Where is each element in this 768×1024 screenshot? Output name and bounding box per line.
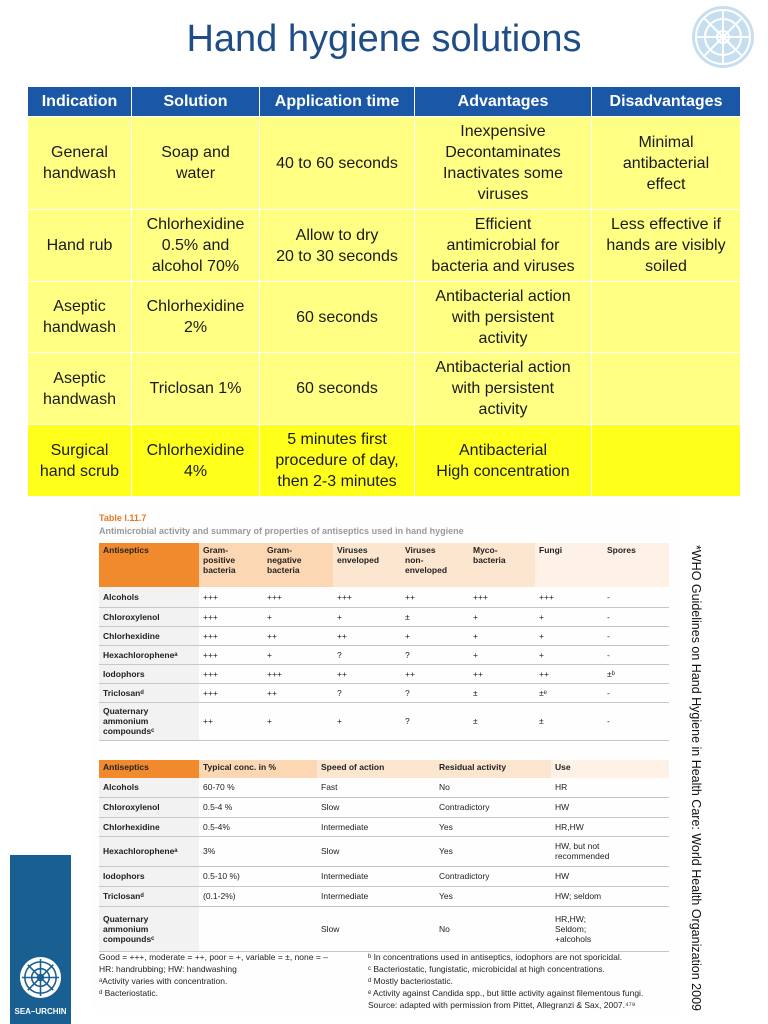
antiseptic-name: Alcohols (99, 778, 199, 797)
cell: Yes (435, 886, 551, 906)
cell: Aseptic handwash (28, 282, 132, 353)
cell: ? (401, 702, 469, 740)
header-cell: Viruses enveloped (333, 543, 401, 587)
cell: ± (469, 702, 535, 740)
cell: Antibacterial action with persistent activity (415, 282, 592, 353)
cell: 0.5-10 %) (199, 866, 317, 886)
header-solution: Solution (132, 87, 260, 117)
cell (592, 425, 741, 497)
header-cell: Fungi (535, 543, 603, 587)
hand-hygiene-table (27, 86, 741, 497)
header-advantages: Advantages (415, 87, 592, 117)
cell: 60 seconds (260, 282, 415, 353)
antiseptic-name: Chlorhexidine (99, 626, 199, 645)
vertical-source-note: *WHO Guidelines on Hand Hygiene in Health Care: World Health Organization 2009 (689, 545, 703, 1011)
sea-urchin-icon (690, 4, 756, 70)
cell: - (603, 645, 669, 664)
cell: HR,HW; Seldom; +alcohols (551, 906, 669, 951)
footnote: ᵈ Bacteriostatic. (99, 988, 158, 998)
cell: Efficient antimicrobial for bacteria and viruses (415, 210, 592, 282)
cell: - (603, 702, 669, 740)
antiseptic-name: Hexachloropheneᵃ (99, 645, 199, 664)
footnote: ᶜ Bacteriostatic, fungistatic, microbicidal at high concentrations. (368, 964, 605, 974)
cell: ++ (263, 683, 333, 702)
footnote: ᵃActivity varies with concentration. (99, 976, 228, 986)
header-cell: Residual activity (435, 760, 551, 778)
sea-urchin-logo (10, 855, 71, 1024)
cell: Slow (317, 836, 435, 866)
antiseptics-figure (91, 503, 679, 1013)
figure-caption: Antimicrobial activity and summary of properties of antiseptics used in hand hygiene (99, 526, 464, 536)
cell: Antibacterial High concentration (415, 425, 592, 497)
cell: Less effective if hands are visibly soiled (592, 210, 741, 282)
cell: + (401, 626, 469, 645)
table-row (99, 836, 669, 866)
antiseptic-name: Chloroxylenol (99, 797, 199, 817)
table-row (28, 353, 741, 425)
footnote: Source: adapted with permission from Pittet, Allegranzi & Sax, 2007.⁴⁷⁹ (368, 1000, 636, 1010)
cell: 60-70 % (199, 778, 317, 797)
table-row (28, 117, 741, 210)
cell: + (263, 702, 333, 740)
header-cell: Use (551, 760, 669, 778)
header-cell: Gram- positive bacteria (199, 543, 263, 587)
cell: ? (333, 645, 401, 664)
cell: + (333, 607, 401, 626)
sea-urchin-icon (18, 955, 63, 1000)
antiseptic-name: Chloroxylenol (99, 607, 199, 626)
page-title: Hand hygiene solutions (186, 18, 582, 60)
table-row (99, 778, 669, 797)
header-cell: Myco- bacteria (469, 543, 535, 587)
cell: +++ (333, 587, 401, 607)
cell: (0.1-2%) (199, 886, 317, 906)
cell: - (603, 683, 669, 702)
header-cell: Antiseptics (99, 760, 199, 778)
header-indication: Indication (28, 87, 132, 117)
cell: ++ (199, 702, 263, 740)
cell: ++ (263, 626, 333, 645)
header-cell: Spores (603, 543, 669, 587)
cell: Triclosan 1% (132, 353, 260, 425)
table-header-row (28, 87, 741, 117)
cell: - (603, 607, 669, 626)
cell: Contradictory (435, 866, 551, 886)
cell: + (469, 626, 535, 645)
table-row (99, 626, 669, 645)
antiseptic-name: Hexachloropheneᵃ (99, 836, 199, 866)
cell: Intermediate (317, 817, 435, 836)
table-row (99, 664, 669, 683)
table-row (99, 866, 669, 886)
cell (199, 906, 317, 951)
cell: + (469, 645, 535, 664)
table-row (99, 817, 669, 836)
cell: +++ (263, 587, 333, 607)
table-row (28, 210, 741, 282)
header-cell: Typical conc. in % (199, 760, 317, 778)
cell: ±ᵉ (535, 683, 603, 702)
cell: Soap and water (132, 117, 260, 210)
cell: Yes (435, 836, 551, 866)
cell: ? (401, 683, 469, 702)
cell: Chlorhexidine 4% (132, 425, 260, 497)
properties-table (99, 760, 669, 952)
activity-table (99, 543, 669, 741)
cell: - (603, 587, 669, 607)
header-cell: Gram- negative bacteria (263, 543, 333, 587)
cell: ++ (401, 664, 469, 683)
antiseptic-name: Quaternary ammonium compoundsᶜ (99, 702, 199, 740)
cell: 60 seconds (260, 353, 415, 425)
cell: + (535, 645, 603, 664)
cell: 0.5-4 % (199, 797, 317, 817)
cell: + (333, 702, 401, 740)
cell: 3% (199, 836, 317, 866)
table-row (28, 282, 741, 353)
cell: + (263, 645, 333, 664)
table-row (99, 645, 669, 664)
cell: + (535, 626, 603, 645)
cell: No (435, 778, 551, 797)
cell: General handwash (28, 117, 132, 210)
table-row (28, 425, 741, 497)
cell: Inexpensive Decontaminates Inactivates some viruses (415, 117, 592, 210)
cell: Slow (317, 797, 435, 817)
activity-header-row (99, 543, 669, 587)
table-row (99, 607, 669, 626)
cell: + (535, 607, 603, 626)
cell: Minimal antibacterial effect (592, 117, 741, 210)
cell: ? (401, 645, 469, 664)
footnote: ᵇ In concentrations used in antiseptics, iodophors are not sporicidal. (368, 952, 623, 962)
cell: Aseptic handwash (28, 353, 132, 425)
table-row (99, 906, 669, 951)
header-application-time: Application time (260, 87, 415, 117)
cell: No (435, 906, 551, 951)
vertical-source-note-wrap (685, 545, 709, 1011)
cell: HR (551, 778, 669, 797)
cell: HR,HW (551, 817, 669, 836)
cell (592, 353, 741, 425)
cell: ++ (333, 626, 401, 645)
footnotes-left (99, 951, 359, 999)
cell: ++ (535, 664, 603, 683)
cell: 0.5-4% (199, 817, 317, 836)
figure-table-number: Table I.11.7 (99, 513, 147, 523)
footnote: ᵈ Mostly bacteriostatic. (368, 976, 453, 986)
cell (592, 282, 741, 353)
antiseptic-name: Quaternary ammonium compoundsᶜ (99, 906, 199, 951)
cell: - (603, 626, 669, 645)
sea-urchin-label: SEA–URCHIN (14, 1007, 67, 1016)
cell: 5 minutes first procedure of day, then 2-3 minutes (260, 425, 415, 497)
cell: Intermediate (317, 866, 435, 886)
cell: +++ (199, 587, 263, 607)
cell: +++ (199, 645, 263, 664)
cell: +++ (199, 664, 263, 683)
cell: 40 to 60 seconds (260, 117, 415, 210)
cell: Slow (317, 906, 435, 951)
table-row (99, 886, 669, 906)
cell: ±ᵇ (603, 664, 669, 683)
cell: ++ (469, 664, 535, 683)
cell: +++ (199, 607, 263, 626)
cell: +++ (263, 664, 333, 683)
cell: +++ (535, 587, 603, 607)
cell: HW (551, 797, 669, 817)
antiseptic-name: Alcohols (99, 587, 199, 607)
footnote: HR: handrubbing; HW: handwashing (99, 964, 237, 974)
cell: Hand rub (28, 210, 132, 282)
cell: Surgical hand scrub (28, 425, 132, 497)
header-disadvantages: Disadvantages (592, 87, 741, 117)
header-cell: Viruses non- enveloped (401, 543, 469, 587)
cell: + (469, 607, 535, 626)
antiseptic-name: Triclosanᵈ (99, 886, 199, 906)
cell: Allow to dry 20 to 30 seconds (260, 210, 415, 282)
properties-header-row (99, 760, 669, 778)
table-row (99, 683, 669, 702)
cell: ± (469, 683, 535, 702)
footnote: ᵉ Activity against Candida spp., but little activity against filementous fungi. (368, 988, 644, 998)
antiseptic-name: Iodophors (99, 664, 199, 683)
cell: HW; seldom (551, 886, 669, 906)
cell: +++ (199, 626, 263, 645)
cell: Intermediate (317, 886, 435, 906)
cell: ± (401, 607, 469, 626)
header-cell: Speed of action (317, 760, 435, 778)
cell: ± (535, 702, 603, 740)
cell: Yes (435, 817, 551, 836)
header-cell: Antiseptics (99, 543, 199, 587)
table-row (99, 587, 669, 607)
antiseptic-name: Chlorhexidine (99, 817, 199, 836)
cell: Antibacterial action with persistent activity (415, 353, 592, 425)
cell: Chlorhexidine 2% (132, 282, 260, 353)
antiseptic-name: Iodophors (99, 866, 199, 886)
cell: HW, but not recommended (551, 836, 669, 866)
cell: + (263, 607, 333, 626)
cell: +++ (199, 683, 263, 702)
cell: ++ (401, 587, 469, 607)
cell: +++ (469, 587, 535, 607)
antiseptic-name: Triclosanᵈ (99, 683, 199, 702)
table-row (99, 702, 669, 740)
cell: Fast (317, 778, 435, 797)
cell: ++ (333, 664, 401, 683)
table-row (99, 797, 669, 817)
cell: Contradictory (435, 797, 551, 817)
footnote: Good = +++, moderate = ++, poor = +, variable = ±, none = – (99, 952, 328, 962)
cell: Chlorhexidine 0.5% and alcohol 70% (132, 210, 260, 282)
footnotes-right (368, 951, 678, 1011)
cell: ? (333, 683, 401, 702)
cell: HW (551, 866, 669, 886)
